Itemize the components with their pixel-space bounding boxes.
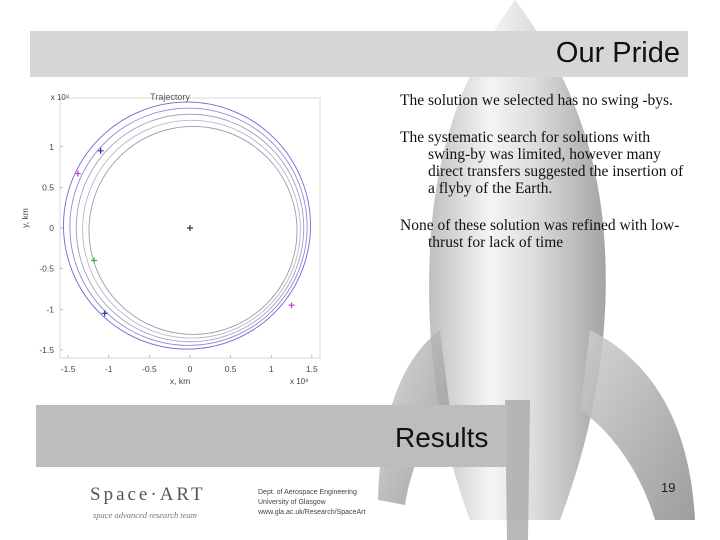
trajectory-marker (187, 225, 193, 231)
x-scale-label: x 10⁸ (290, 377, 309, 386)
x-tick-label: 1 (268, 364, 274, 374)
y-tick-label: -1.5 (39, 344, 54, 355)
trajectory-chart (18, 86, 338, 402)
x-tick-label: 1.5 (305, 364, 318, 374)
trajectory-line (70, 108, 307, 345)
results-bar (36, 405, 507, 467)
y-scale-label: x 10⁸ (50, 93, 70, 102)
trajectory-marker (289, 302, 295, 308)
y-tick-label: -1 (46, 304, 54, 315)
x-tick-label: 0 (187, 364, 193, 374)
trajectory-line (83, 120, 301, 338)
y-tick-label: -0.5 (39, 263, 54, 274)
dept-line: University of Glasgow (258, 499, 326, 506)
y-axis-label: y, km (20, 208, 30, 228)
trajectory-line (64, 102, 311, 349)
x-tick-label: -1.5 (60, 364, 76, 374)
title-bar (30, 31, 688, 77)
chart-title: Trajectory (150, 92, 190, 102)
department-info (258, 488, 365, 518)
space-art-logo: Space·ART (90, 484, 206, 505)
x-tick-label: -0.5 (142, 364, 157, 374)
y-tick-label: 1 (49, 141, 54, 152)
dept-line: www.gla.ac.uk/Research/SpaceArt (258, 509, 366, 516)
dept-line: Dept. of Aerospace Engineering (258, 489, 357, 496)
x-tick-label: -1 (104, 364, 113, 374)
x-axis-label: x, km (169, 376, 191, 386)
rocket-fin-center (505, 400, 530, 540)
bullet-list (400, 92, 690, 271)
results-label: Results (395, 422, 489, 453)
slide-title: Our Pride (555, 37, 680, 69)
bullet-3: None of these solution was refined with low-thrust for lack of time (400, 217, 680, 251)
page-number: 19 (661, 480, 676, 495)
rocket-fin-right (580, 330, 695, 520)
trajectory-marker (91, 258, 97, 264)
trajectory-marker (98, 148, 104, 154)
x-tick-label: 0.5 (224, 364, 237, 374)
bullet-1: The solution we selected has no swing -bys. (400, 92, 673, 109)
y-tick-label: 0 (49, 223, 54, 233)
bullet-2: The systematic search for solutions with swing-by was limited, however many direct transfers suggested the insertion of a flyby of the Earth. (400, 129, 684, 197)
y-tick-label: 0.5 (42, 182, 54, 193)
trajectory-line (89, 126, 297, 334)
logo-subtitle: space advanced research team (93, 510, 197, 520)
